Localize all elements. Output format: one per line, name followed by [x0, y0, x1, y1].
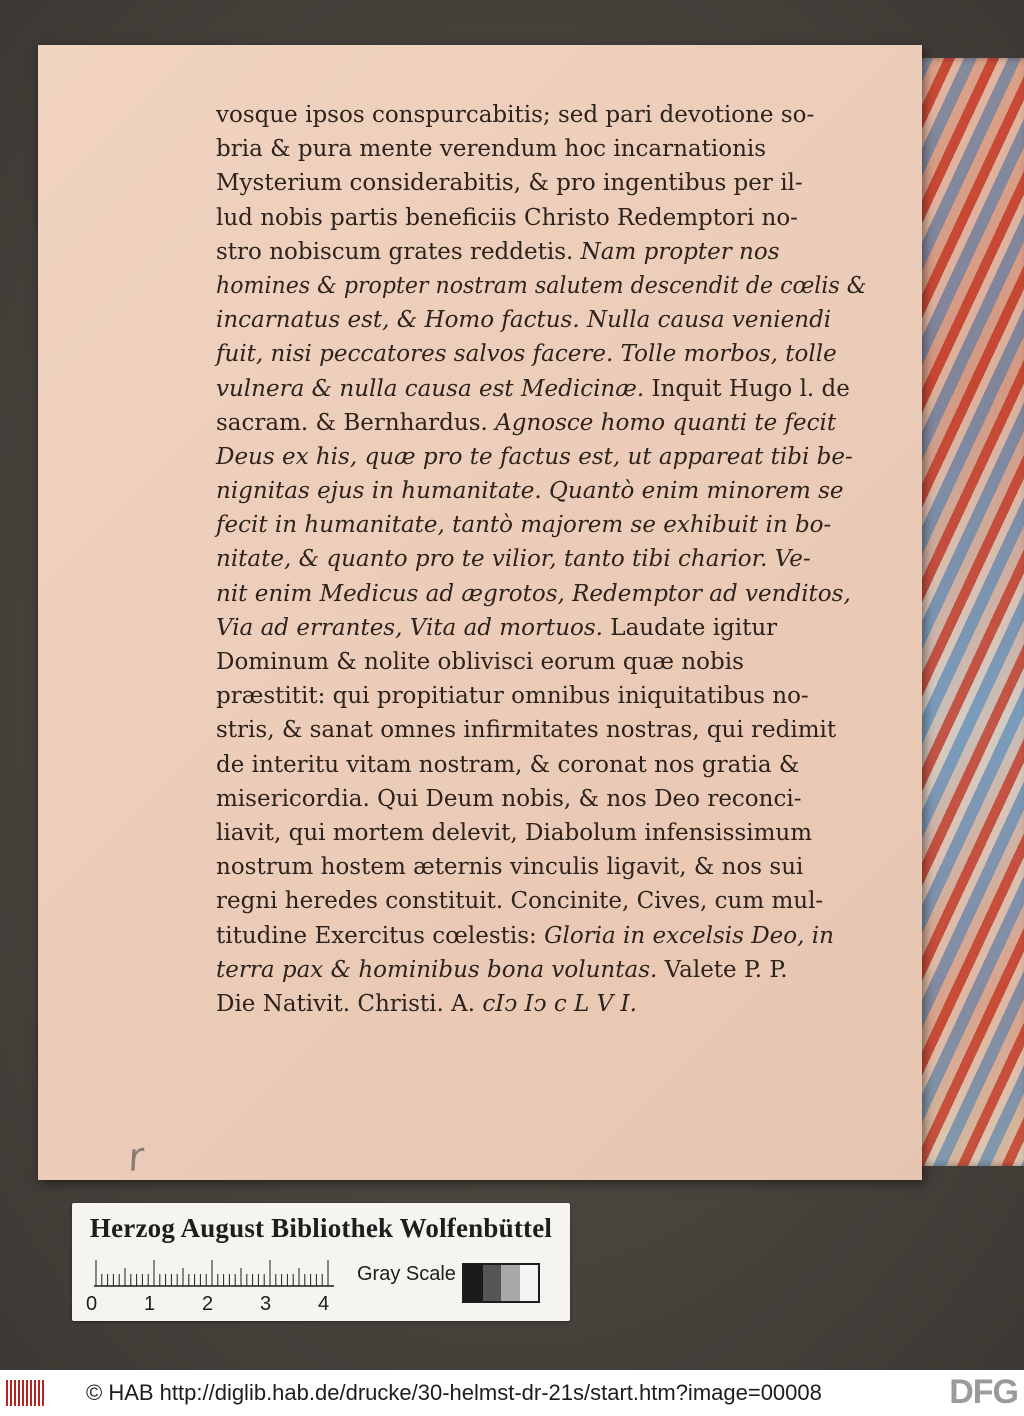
gray-scale-label: Gray Scale	[357, 1263, 456, 1285]
text-line	[216, 816, 866, 850]
text-line	[216, 201, 866, 235]
ruler-number: 4	[318, 1293, 330, 1315]
italic-text: nit enim Medicus ad ægrotos, Redemptor ad venditos,	[216, 580, 851, 607]
gray-step	[483, 1265, 502, 1301]
roman-text: Inquit Hugo l. de	[651, 375, 850, 402]
roman-text: de interitu vitam nostram, & coronat nos gratia &	[216, 751, 800, 778]
text-line	[216, 474, 866, 508]
text-line	[216, 406, 866, 440]
text-line	[216, 508, 866, 542]
text-line	[216, 337, 866, 371]
roman-text: Dominum & nolite oblivisci eorum quæ nobis	[216, 649, 744, 675]
ruler-number: 0	[86, 1293, 98, 1315]
text-line	[216, 611, 866, 645]
text-line	[216, 303, 866, 337]
italic-text: Agnosce homo quanti te fecit	[495, 409, 837, 436]
text-line	[216, 166, 866, 200]
text-line	[216, 782, 866, 816]
ruler-number: 3	[260, 1293, 272, 1315]
italic-text: terra pax & hominibus bona voluntas.	[216, 956, 665, 983]
text-line	[216, 987, 866, 1021]
text-line	[216, 372, 866, 406]
roman-text: regni heredes constituit. Concinite, Cives, cum mul-	[216, 888, 824, 915]
pencil-mark: r	[125, 1134, 147, 1180]
gray-step	[501, 1265, 520, 1301]
text-line	[216, 577, 866, 611]
roman-text: nostrum hostem æternis vinculis ligavit, & nos sui	[216, 854, 804, 881]
text-line	[216, 269, 867, 303]
ruler-number: 2	[202, 1293, 214, 1315]
text-line	[216, 645, 866, 679]
roman-text: misericordia. Qui Deum nobis, & nos Deo reconci-	[216, 785, 802, 812]
roman-text: præstitit: qui propitiatur omnibus iniquitatibus no-	[216, 683, 809, 710]
roman-text: lud nobis partis beneficiis Christo Redemptori no-	[216, 204, 798, 231]
text-line	[216, 919, 866, 953]
text-line	[216, 748, 866, 782]
dfg-logo: DFG	[949, 1373, 1018, 1411]
italic-text: Gloria in excelsis Deo, in	[544, 922, 834, 949]
text-line	[216, 132, 866, 166]
text-line	[216, 713, 866, 747]
italic-text: vulnera & nulla causa est Medicinæ.	[216, 375, 652, 402]
roman-text: Die Nativit. Christi. A.	[216, 990, 483, 1017]
footer-bar	[0, 1370, 1024, 1416]
roman-text: bria & pura mente verendum hoc incarnationis	[216, 136, 767, 163]
text-line	[216, 884, 866, 918]
hab-logo-icon	[6, 1377, 52, 1409]
roman-text: sacram. & Bernhardus.	[216, 409, 496, 436]
ruler-numbers	[86, 1293, 346, 1317]
italic-text: cIↄ Iↄ c L V I.	[482, 990, 637, 1017]
roman-text: stris, & sanat omnes infirmitates nostras, qui redimit	[216, 717, 837, 744]
roman-text: stro nobiscum grates reddetis.	[216, 238, 581, 265]
text-line	[216, 235, 866, 269]
text-line	[216, 542, 866, 576]
text-line	[216, 679, 866, 713]
library-title: Herzog August Bibliothek Wolfenbüttel	[89, 1213, 553, 1243]
roman-text: Valete P. P.	[664, 956, 788, 983]
gray-step	[464, 1265, 483, 1301]
italic-text: fecit in humanitate, tantò majorem se exhibuit in bo-	[216, 512, 832, 539]
footer-copyright: © HAB http://diglib.hab.de/drucke/30-helmst-dr-21s/start.htm?image=00008	[86, 1380, 822, 1405]
italic-text: incarnatus est, & Homo factus. Nulla causa veniendi	[216, 307, 832, 334]
italic-text: Deus ex his, quæ pro te factus est, ut appareat tibi be-	[216, 443, 853, 470]
italic-text: homines & propter nostram salutem descendit de cœlis &	[216, 272, 867, 299]
text-line	[216, 440, 866, 474]
roman-text: Mysterium considerabitis, & pro ingentibus per il-	[216, 170, 803, 197]
italic-text: nignitas ejus in humanitate. Quantò enim minorem se	[216, 478, 844, 505]
roman-text: liavit, qui mortem delevit, Diabolum infensissimum	[216, 819, 813, 846]
text-line	[216, 953, 866, 987]
ruler	[94, 1259, 334, 1287]
text-line	[216, 850, 866, 884]
ruler-number: 1	[144, 1293, 156, 1315]
italic-text: Nam propter nos	[580, 238, 780, 265]
italic-text: Via ad errantes, Vita ad mortuos.	[216, 614, 611, 641]
italic-text: nitate, & quanto pro te vilior, tanto tibi charior. Ve-	[216, 546, 811, 573]
roman-text: vosque ipsos conspurcabitis; sed pari devotione so-	[216, 102, 815, 128]
roman-text: Laudate igitur	[610, 614, 778, 641]
document-text	[216, 98, 866, 1021]
color-scale-card	[72, 1203, 570, 1321]
italic-text: fuit, nisi peccatores salvos facere. Tolle morbos, tolle	[216, 341, 837, 368]
gray-scale-swatch	[462, 1263, 540, 1303]
gray-step	[520, 1265, 539, 1301]
roman-text: titudine Exercitus cœlestis:	[216, 922, 545, 949]
text-line	[216, 98, 866, 132]
